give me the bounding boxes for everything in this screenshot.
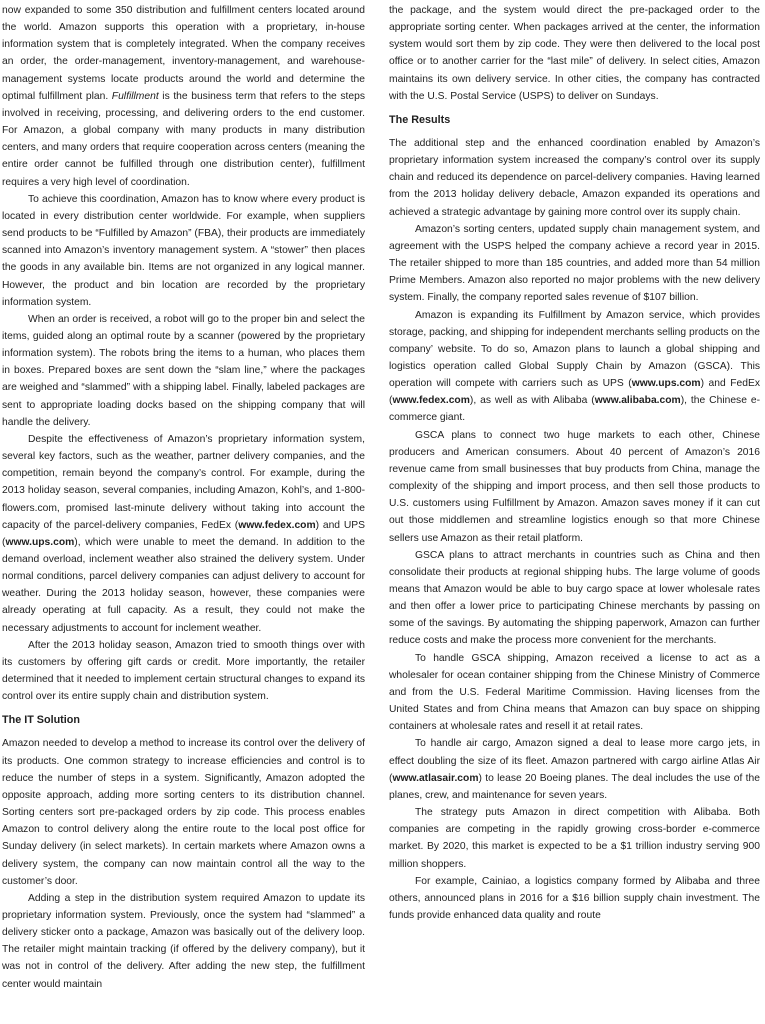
paragraph-gsca-markets: GSCA plans to connect two huge markets to each other, Chinese producers and American consumers. About 40 percent of Amazon’s 2016 revenue came from small businesses that buy products from China, manage the complexity of the shipping and import process, and then sell those products to U.S. customers using Fulfillment by Amazon. Amazon saves money if it can cut out those middlemen and streamline logistics enough so that more Chinese sellers use Amazon as their retail platform. xyxy=(389,429,760,544)
heading-it-solution: The IT Solution xyxy=(2,714,80,727)
paragraph-text: Despite the effectiveness of Amazon’s proprietary information system, several key factors, such as the weather, partner delivery companies, and the competition, remain beyond the company’s control. For example, during the 2013 holiday season, several companies, including Amazon, Kohl’s, and 1-800-flowers.com, promised last-minute delivery without taking into account the capacity of the parcel-delivery companies, FedEx ( xyxy=(2,433,365,531)
paragraph-text: ), which were unable to meet the demand. In addition to the demand overload, inclement weather also strained the delivery system. Under normal conditions, parcel delivery companies can adjust delivery to account for weather. During the 2013 holiday season, however, these companies were already operating at full capacity. As a result, they could not make the necessary adjustments to account for inclement weather. xyxy=(2,536,365,634)
link-alibaba[interactable]: www.alibaba.com xyxy=(594,395,681,407)
paragraph-air-cargo xyxy=(389,735,760,804)
paragraph-text: ) and FedEx ( xyxy=(389,378,760,407)
paragraph-fulfillment-intro xyxy=(2,2,365,191)
paragraph-robot-picking: When an order is received, a robot will go to the proper bin and select the items, guided along an optimal route by a scanner (powered by the proprietary information system). The robots bring the items to a human, who places them in boxes. Prepared boxes are sent down the “slam line,” where the packages are weighed and “slammed” with a shipping label. Finally, labeled packages are sent to appropriate loading docks based on the shipping company that will handle the delivery. xyxy=(2,313,365,428)
link-fedex[interactable]: www.fedex.com xyxy=(238,519,316,531)
paragraph-text: now expanded to some 350 distribution and fulfillment centers located around the world. Amazon supports this operation with a proprietary, in-house information system that is completely integrated. When the company receives an order, the order-management, inventory-management, and warehouse-management systems locate products around the world and determine the optimal fulfillment plan. xyxy=(2,5,365,102)
paragraph-text: ), the Chinese e-commerce giant. xyxy=(389,395,761,424)
paragraph-after-holiday: After the 2013 holiday season, Amazon tried to smooth things over with its customers by offering gift cards or credit. More importantly, the retailer determined that it needed to implement certain structural changes to expand its control over its entire supply chain and distribution system. xyxy=(2,639,365,703)
paragraph-text: ), as well as with Alibaba ( xyxy=(469,395,595,407)
paragraph-alibaba-competition: The strategy puts Amazon in direct competition with Alibaba. Both companies are competing in the rapidly growing cross-border e-commerce market. By 2020, this market is expected to be a $1 trillion industry serving 900 million shoppers. xyxy=(389,807,760,870)
link-ups[interactable]: www.ups.com xyxy=(5,536,75,548)
paragraph-cainiao: For example, Cainiao, a logistics company formed by Alibaba and three others, announced plans in 2016 for a $16 billion supply chain investment. The funds provide enhanced data quality and route xyxy=(389,875,760,921)
term-fulfillment: Fulfillment xyxy=(111,90,159,102)
link-ups[interactable]: www.ups.com xyxy=(631,378,701,390)
paragraph-text: ) to lease 20 Boeing planes. The deal includes the use of the planes, crew, and maintenance for seven years. xyxy=(389,772,760,801)
paragraph-ocean-license: To handle GSCA shipping, Amazon received a license to act as a wholesaler for ocean container shipping from the Chinese Ministry of Commerce and from the U.S. Federal Maritime Commission. Having licenses from the United States and from China means that Amazon can buy space on shipping containers at wholesale rates and resell it at retail rates. xyxy=(389,652,760,733)
paragraph-coordination: To achieve this coordination, Amazon has to know where every product is located in every distribution center worldwide. For example, when suppliers send products to be “Fulfilled by Amazon” (FBA), their products are immediately scanned into Amazon’s inventory management system. A “stower” then places the goods in any available bin. Items are not organized in any logical manner. However, the product and bin location are recorded by the proprietary information system. xyxy=(2,193,365,308)
paragraph-text: is the business term that refers to the steps involved in receiving, processing, and delivering orders to the end customer. For Amazon, a global company with many products in many distribution centers, and many orders that require cooperation across centers (meaning the entire order cannot be fulfilled through one distribution center), fulfillment requires a very high level of coordination. xyxy=(2,90,365,188)
left-column xyxy=(2,2,365,993)
right-column xyxy=(389,2,760,924)
paragraph-package-routing: the package, and the system would direct the pre-packaged order to the appropriate sorting center. When packages arrived at the center, the information system would sort them by zip code. They were then delivered to the local post office or to another carrier for the “last mile” of delivery. In select cities, Amazon maintains its own delivery service. In other cities, the company has contracted with the U.S. Postal Service (USPS) to deliver on Sundays. xyxy=(389,5,760,102)
heading-results: The Results xyxy=(389,113,451,126)
link-atlasair[interactable]: www.atlasair.com xyxy=(392,772,479,784)
paragraph-text: ) and UPS ( xyxy=(2,519,365,548)
paragraph-gsca-launch xyxy=(389,307,760,427)
paragraph-system-update: Adding a step in the distribution system required Amazon to update its proprietary information system. Previously, once the system had “slammed” a delivery sticker onto a package, Amazon was basically out of the delivery loop. The retailer might maintain tracking (if offered by the delivery company), but it was not in control of the delivery. After adding the new step, the fulfillment center would maintain xyxy=(2,892,365,990)
paragraph-text: To handle air cargo, Amazon signed a deal to lease more cargo jets, in effect doubling the size of its fleet. Amazon partnered with cargo airline Atlas Air ( xyxy=(389,738,760,784)
link-fedex[interactable]: www.fedex.com xyxy=(392,395,470,407)
paragraph-control-gained: The additional step and the enhanced coordination enabled by Amazon’s proprietary information system increased the company’s control over its supply chain and reduced its dependence on parcel-delivery companies. Having learned from the 2013 holiday delivery debacle, Amazon expanded its operations and achieved a strategic advantage by gaining more control over its supply chain. xyxy=(389,137,760,218)
paragraph-gsca-hubs: GSCA plans to attract merchants in countries such as China and then consolidate their products at regional shipping hubs. The large volume of goods means that Amazon would be able to buy cargo space at lower wholesale rates and then offer a lower price to participating Chinese merchants by passing on some of the savings. By automating the shipping paperwork, Amazon can further reduce costs and make the process more convenient for the merchants. xyxy=(389,549,760,647)
paragraph-sorting-centers: Amazon needed to develop a method to increase its control over the delivery of its products. One common strategy to increase efficiencies and control is to reduce the number of steps in a system. Significantly, Amazon adopted the opposite approach, adding more sorting centers to its distribution channel. Sorting centers sort pre-packaged orders by zip code. This process enables Amazon to control delivery along the entire route to the local post office for Sunday delivery (in select markets). In certain markets where Amazon owns a delivery system, the company can now maintain control all the way to the customer’s door. xyxy=(2,738,365,887)
paragraph-record-year: Amazon’s sorting centers, updated supply chain management system, and agreement with the USPS helped the company achieve a record year in 2015. The retailer shipped to more than 185 countries, and added more than 54 million Prime Members. Amazon also reported no major problems with the new delivery system. Finally, the company reported sales revenue of $107 billion. xyxy=(389,223,760,304)
paragraph-delivery-problems xyxy=(2,431,365,637)
paragraph-text: Amazon is expanding its Fulfillment by Amazon service, which provides storage, packing, and shipping for independent merchants selling products on the company’ website. To do so, Amazon plans to launch a global shipping and logistics operation called Global Supply Chain by Amazon (GSCA). This operation will compete with carriers such as UPS ( xyxy=(389,309,760,390)
